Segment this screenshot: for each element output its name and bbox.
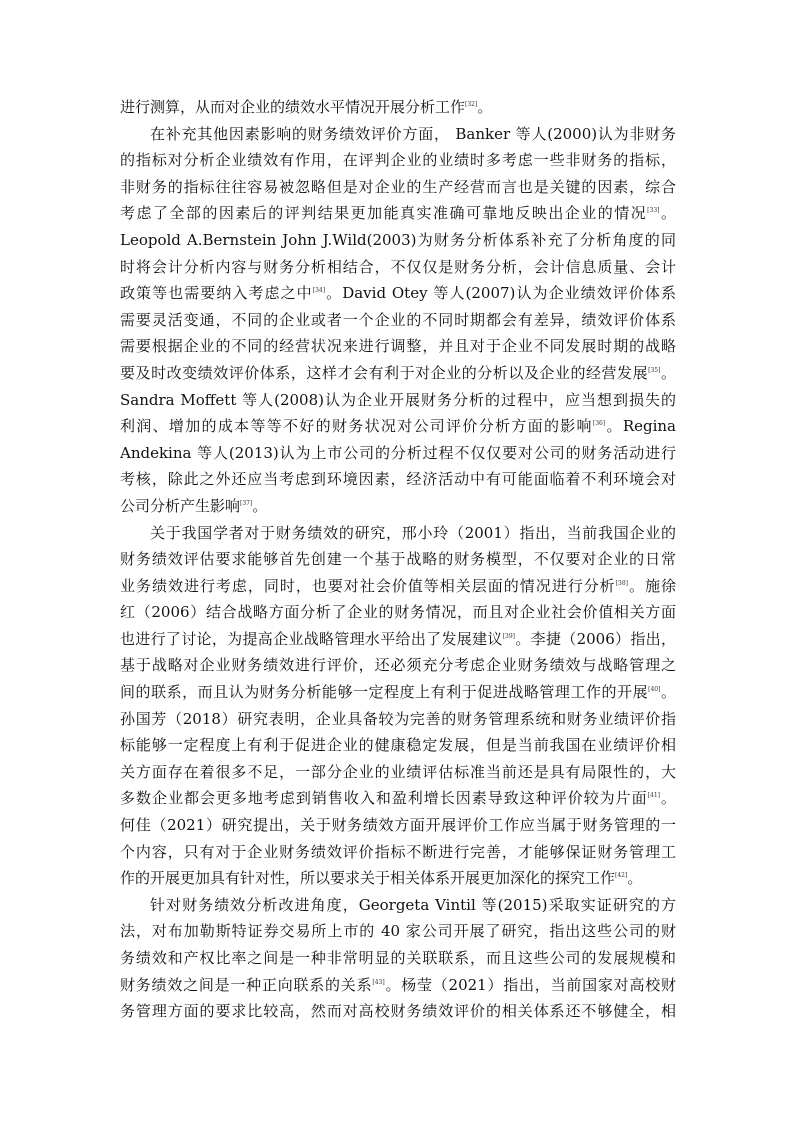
text-line [120, 121, 676, 148]
line-text: Sandra Moffett 等人(2008)认为企业开展财务分析的过程中，应当想到损失的 [120, 390, 676, 409]
line-text: 多数企业都会更多地考虑到销售收入和盈利增长因素导致这种评价较为片面 [120, 789, 648, 808]
line-text: 在补充其他因素影响的财务绩效评价方面， Banker 等人(2000)认为非财务 [150, 124, 676, 143]
text-line [120, 998, 676, 1025]
text-line [120, 280, 676, 307]
text-line [120, 812, 676, 839]
text-line [120, 147, 676, 174]
citation-marker: [37] [240, 499, 253, 507]
line-text: 务管理方面的要求比较高，然而对高校财务绩效评价的相关体系还不够健全，相 [120, 1002, 676, 1021]
line-text: 进行测算，从而对企业的绩效水平情况开展分析工作 [120, 98, 466, 116]
citation-marker: [42] [615, 872, 628, 880]
line-text: 利润、增加的成本等等不好的财务状况对公司评价分析方面的影响 [120, 417, 593, 436]
line-tail: 。 [659, 204, 676, 223]
citation-marker: [36] [592, 420, 606, 428]
text-line [120, 94, 676, 121]
text-line [120, 387, 676, 414]
text-line [120, 520, 676, 547]
line-text: 基于战略对企业财务绩效进行评价，还必须充分考虑企业财务绩效与战略管理之 [120, 656, 676, 675]
line-text: 公司分析产生影响 [120, 496, 241, 515]
line-text: 标能够一定程度上有利于促进企业的健康稳定发展，但是当前我国在业绩评价相 [120, 736, 676, 755]
line-tail: 。Regina [605, 417, 676, 436]
text-line [120, 706, 676, 733]
line-text: 需要根据企业的不同的经营状况来进行调整，并且对于企业不同发展时期的战略 [120, 337, 676, 356]
text-line [120, 200, 676, 227]
line-tail: 。David Otey 等人(2007)认为企业绩效评价体系 [325, 284, 676, 303]
line-text: 作的开展更加具有针对性，所以要求关于相关体系开展更加深化的探究工作 [120, 869, 616, 888]
citation-marker: [39] [502, 632, 516, 640]
text-line [120, 918, 676, 945]
text-line [120, 972, 676, 999]
text-line [120, 759, 676, 786]
text-line [120, 333, 676, 360]
line-text: 个内容，只有对于企业财务绩效评价指标不断进行完善，才能够保证财务管理工 [120, 842, 676, 861]
line-tail: 。 [660, 363, 676, 382]
line-text: 关于我国学者对于财务绩效的研究，邢小玲（2001）指出，当前我国企业的 [150, 523, 676, 542]
line-text: 非财务的指标往往容易被忽略但是对企业的生产经营而言也是关键的因素，综合 [120, 177, 676, 196]
text-line [120, 573, 676, 600]
line-text: 的指标对分析企业绩效有作用，在评判企业的业绩时多考虑一些非财务的指标， [120, 151, 676, 170]
text-line [120, 865, 676, 892]
text-line [120, 652, 676, 679]
line-text: 要及时改变绩效评价体系，这样才会有利于对企业的分析以及企业的经营发展 [120, 363, 649, 382]
text-line [120, 679, 676, 706]
citation-marker: [34] [312, 287, 326, 295]
line-text: 务绩效和产权比率之间是一种非常明显的关联联系，而且这些公司的发展规模和 [120, 949, 676, 967]
text-line [120, 839, 676, 866]
line-text: 关方面存在着很多不足，一部分企业的业绩评估标准当前还是具有局限性的，大 [120, 762, 676, 781]
line-text: 考虑了全部的因素后的评判结果更加能真实准确可靠地反映出企业的情况 [120, 204, 648, 223]
text-line [120, 892, 676, 919]
text-line [120, 227, 676, 254]
text-line [120, 413, 676, 440]
citation-marker: [35] [648, 366, 661, 374]
line-tail: 。 [660, 683, 676, 702]
text-line [120, 360, 676, 387]
line-text: 时将会计分析内容与财务分析相结合，不仅仅是财务分析，会计信息质量、会计 [120, 257, 676, 276]
text-line [120, 732, 676, 759]
citation-marker: [40] [648, 686, 661, 694]
line-text: 间的联系，而且认为财务分析能够一定程度上有利于促进战略管理工作的开展 [120, 683, 649, 702]
line-text: 政策等也需要纳入考虑之中 [120, 284, 313, 303]
citation-marker: [41] [647, 792, 660, 800]
text-line [120, 307, 676, 334]
line-text: 红（2006）结合战略方面分析了企业的财务情况，而且对企业社会价值相关方面 [120, 603, 676, 622]
line-text: 财务绩效之间是一种正向联系的关系 [120, 975, 373, 994]
line-tail: 。 [627, 869, 643, 888]
line-text: 需要灵活变通，不同的企业或者一个企业的不同时期都会有差异，绩效评价体系 [120, 310, 676, 329]
text-line [120, 466, 676, 493]
line-text: 孙国芳（2018）研究表明，企业具备较为完善的财务管理系统和财务业绩评价指 [120, 709, 676, 728]
text-line [120, 945, 676, 972]
line-tail: 。 [252, 496, 268, 515]
citation-marker: [38] [615, 579, 629, 587]
citation-marker: [43] [372, 978, 385, 986]
line-text: 考核，除此之外还应当考虑到环境因素，经济活动中有可能面临着不利环境会对 [120, 470, 676, 489]
line-text: 法，对布加勒斯特证券交易所上市的 40 家公司开展了研究，指出这些公司的财 [120, 922, 676, 941]
citation-marker: [33] [647, 207, 660, 215]
text-line [120, 493, 676, 520]
line-text: 业务绩效进行考虑，同时，也要对社会价值等相关层面的情况进行分析 [120, 576, 616, 595]
line-text: 财务绩效评估要求能够首先创建一个基于战略的财务模型，不仅要对企业的日常 [120, 550, 676, 569]
text-line [120, 626, 676, 653]
line-text: 何佳（2021）研究提出，关于财务绩效方面开展评价工作应当属于财务管理的一 [120, 816, 676, 835]
line-tail: 。 [477, 98, 493, 116]
line-text: 针对财务绩效分析改进角度，Georgeta Vintil 等(2015)采取实证研究的方 [150, 895, 676, 914]
line-tail: 。杨莹（2021）指出，当前国家对高校财 [384, 975, 676, 994]
text-line [120, 546, 676, 573]
text-line [120, 440, 676, 467]
text-line [120, 785, 676, 812]
body-text [120, 94, 676, 1025]
line-tail: 。施徐 [628, 576, 676, 595]
text-line [120, 254, 676, 281]
text-line [120, 599, 676, 626]
line-tail: 。 [659, 789, 676, 808]
citation-marker: [32] [465, 101, 478, 108]
line-text: Andekina 等人(2013)认为上市公司的分析过程不仅仅要对公司的财务活动进行 [120, 443, 676, 462]
text-line [120, 174, 676, 201]
line-tail: 。李捷（2006）指出， [515, 629, 676, 648]
line-text: Leopold A.Bernstein John J.Wild(2003)为财务分析体系补充了分析角度的同 [120, 230, 676, 249]
line-text: 也进行了讨论，为提高企业战略管理水平给出了发展建议 [120, 629, 503, 648]
